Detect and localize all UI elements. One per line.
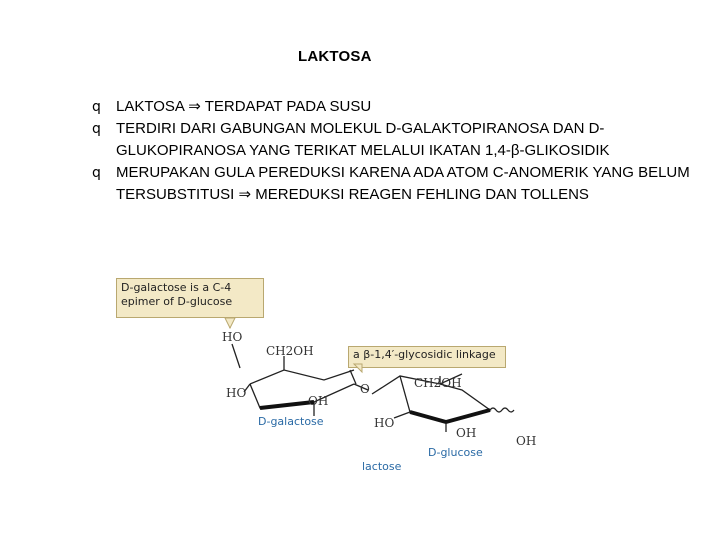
- atom-label: HO: [374, 416, 395, 430]
- slide-title: LAKTOSA: [298, 48, 372, 65]
- bullet-list: [92, 96, 692, 206]
- bullet-item: [92, 118, 692, 162]
- atom-label: CH2OH: [414, 376, 462, 390]
- bullet-item: [92, 96, 692, 118]
- glucose-label: D-glucose: [428, 446, 483, 459]
- galactose-label: D-galactose: [258, 415, 324, 428]
- bullet-marker: q: [92, 165, 101, 181]
- atom-label: OH: [308, 394, 329, 408]
- epimer-callout-line: D-galactose is a C-4: [121, 281, 232, 294]
- bullet-text: MERUPAKAN GULA PEREDUKSI KARENA ADA ATOM C-ANOMERIK YANG BELUM TERSUBSTITUSI ⇒ MEREDUKSI REAGEN FEHLING DAN TOLLENS: [116, 164, 690, 203]
- bullet-text: LAKTOSA ⇒ TERDAPAT PADA SUSU: [116, 98, 372, 115]
- atom-label: OH: [516, 434, 537, 448]
- lactose-label: lactose: [362, 460, 402, 473]
- atom-label: HO: [226, 386, 247, 400]
- atom-label: HO: [222, 330, 243, 344]
- lactose-structure-figure: [110, 272, 570, 482]
- atom-label: OH: [456, 426, 477, 440]
- ring-structure-drawing: [110, 272, 570, 482]
- bullet-marker: q: [92, 121, 101, 137]
- bullet-item: [92, 162, 692, 206]
- atom-label: CH2OH: [266, 344, 314, 358]
- bullet-text: TERDIRI DARI GABUNGAN MOLEKUL D-GALAKTOPIRANOSA DAN D-GLUKOPIRANOSA YANG TERIKAT MELALUI IKATAN 1,4-β-GLIKOSIDIK: [116, 120, 610, 159]
- linkage-callout-text: a β-1,4′-glycosidic linkage: [353, 348, 496, 361]
- bullet-marker: q: [92, 99, 101, 115]
- epimer-callout-line: epimer of D-glucose: [121, 295, 233, 308]
- atom-label: O: [360, 382, 370, 396]
